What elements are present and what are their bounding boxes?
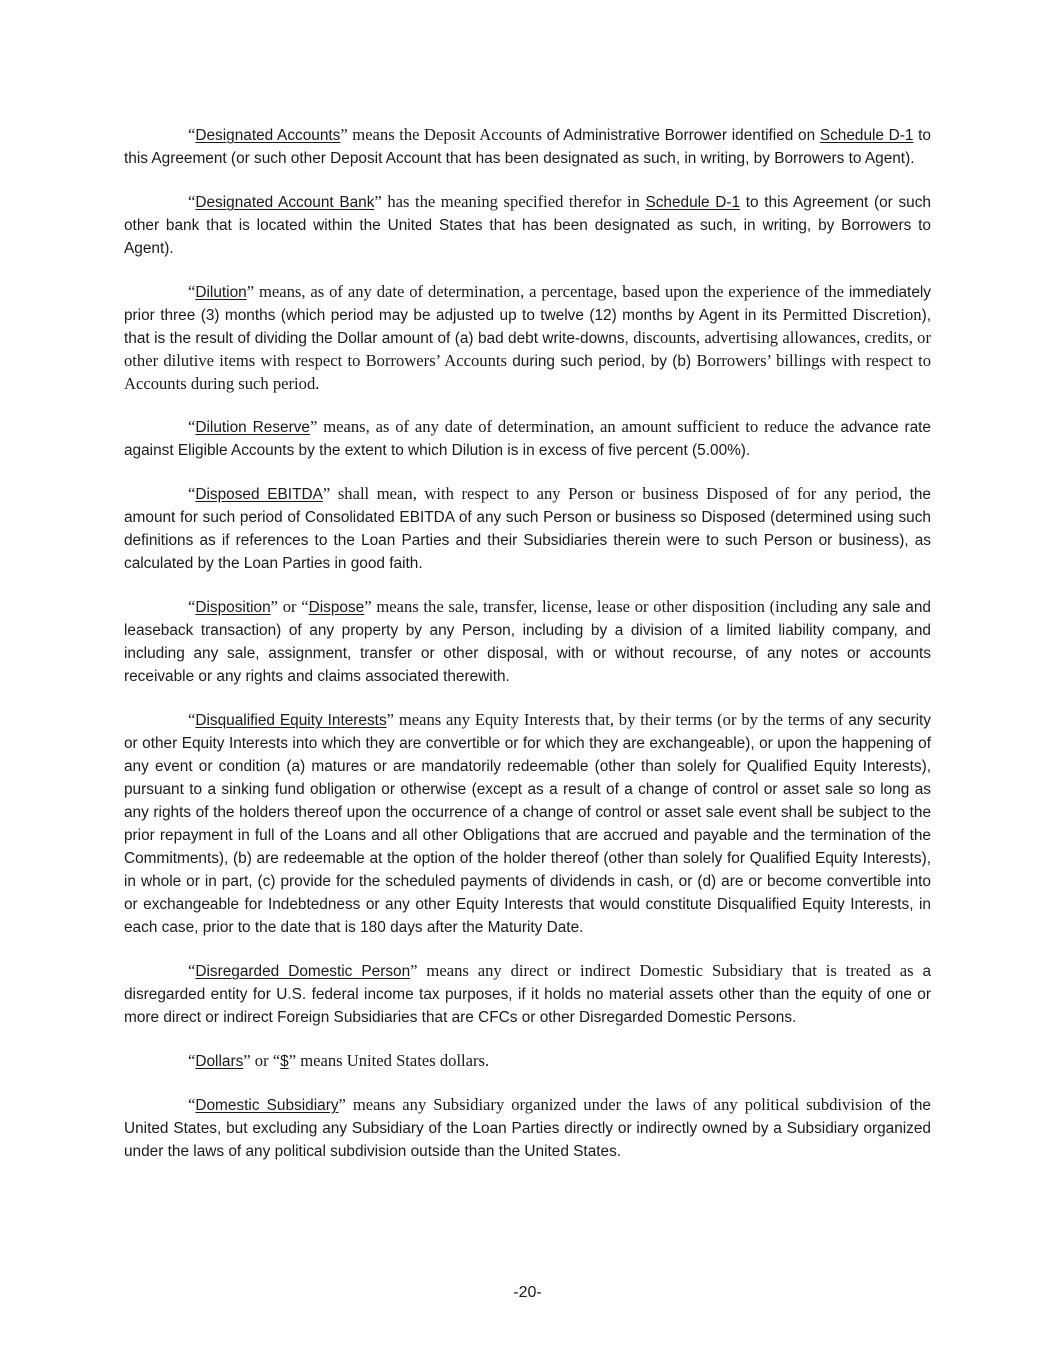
definition-text: ), that is the result of dividing the Dollar amount of (a) bad debt write-downs, [124,307,932,347]
definition-text: any security or other Equity Interests into which they are convertible or for which they are exchangeable), or upon the happening of any event or condition (a) matures or are mandatorily redeemable (other than solely for Qualified Equity Interests), pursuant to a sinking fund obligation or otherwise (except as a result of a change of control or asset sale so long as any rights of the holders thereof upon the occurrence of a change of control or asset sale event shall be subject to the prior repayment in full of the Loans and all other Obligations that are accrued and payable and the termination of the Commitments), (b) are redeemable at the option of the holder thereof (other than solely for Qualified Equity Interests), in whole or in part, (c) provide for the scheduled payments of dividends in cash, or (d) are or become convertible into or exchangeable for Indebtedness or any other Equity Interests that would constitute Disqualified Equity Interests, in each case, prior to the date that is 180 days after the Maturity Date. [124,712,931,936]
open-quote: “ [188,1051,196,1070]
open-quote: “ [188,282,196,301]
definition-text: ” has the meaning specified therefor in [374,192,646,211]
open-quote: “ [188,710,196,729]
definition-text: ” means United States dollars. [288,1051,490,1070]
definition-text: immediately prior three (3) months (which period may be adjusted up to twelve (12) months by Agent in its [124,284,931,324]
cross-reference: Schedule D-1 [819,127,914,144]
term-separator: ” or “ [243,1051,281,1070]
open-quote: “ [188,125,196,144]
definition-dilution [124,281,931,395]
document-page [124,124,931,1184]
open-quote: “ [188,597,196,616]
defined-term: Dispose [308,599,365,616]
definition-text: discounts, advertising allowances, credits, or other dilutive items with respect to Borrowers’ Accounts [124,328,931,370]
definition-text: advance rate against Eligible Accounts by the extent to which Dilution is in excess of five percent (5.00%). [124,419,931,459]
definition-designated-accounts [124,124,931,170]
defined-term: Dollars [195,1053,244,1070]
open-quote: “ [188,417,196,436]
definition-text: ” means, as of any date of determination, an amount sufficient to reduce the [310,417,841,436]
definition-disqualified-equity-interests [124,709,931,939]
defined-term: Dilution Reserve [195,419,310,436]
definition-text: of the United States, but excluding any Subsidiary of the Loan Parties directly or indirectly owned by a Subsidiary organized under the laws of any political subdivision outside than the United States. [124,1097,931,1160]
definition-dollars [124,1050,931,1073]
definition-text: Permitted Discretion [782,305,922,324]
definition-text: to this Agreement (or such other Deposit Account that has been designated as such, in writing, by Borrowers to Agent). [124,127,931,167]
defined-term: Disposed EBITDA [195,486,323,503]
definition-text: ” means any Subsidiary organized under the laws of any political subdivision [338,1095,890,1114]
open-quote: “ [188,1095,196,1114]
definition-disposition [124,596,931,688]
definition-text: of Administrative Borrower identified on [541,127,820,144]
page-number: -20- [513,1284,542,1301]
definition-dilution-reserve [124,416,931,462]
definition-text: ” means the sale, transfer, license, lease or other disposition (including [364,597,843,616]
defined-term: Designated Account Bank [195,194,375,211]
definition-disposed-ebitda [124,483,931,575]
definition-text: ” means any direct or indirect Domestic Subsidiary that is treated as [410,961,923,980]
defined-term: Domestic Subsidiary [195,1097,339,1114]
definition-designated-account-bank [124,191,931,260]
open-quote: “ [188,961,196,980]
defined-term: $ [280,1053,289,1070]
definition-disregarded-domestic-person [124,960,931,1029]
definition-text: any sale and leaseback transaction) of any property by any Person, including by a division of a limited liability company, and including any sale, assignment, transfer or other disposal, with or without recourse, of any notes or accounts receivable or any rights and claims associated therewith. [124,599,931,685]
defined-term: Disqualified Equity Interests [195,712,387,729]
defined-term: Disposition [195,599,271,616]
definition-text: a disregarded entity for U.S. federal income tax purposes, if it holds no material assets other than the equity of one or more direct or indirect Foreign Subsidiaries that are CFCs or other Disregarded Domestic Persons. [124,963,931,1026]
term-separator: ” or “ [270,597,309,616]
cross-reference: Schedule D-1 [645,194,741,211]
defined-term: Disregarded Domestic Person [195,963,411,980]
definition-text: ” means, as of any date of determination, a percentage, based upon the experience of the [246,282,849,301]
defined-term: Dilution [195,284,247,301]
definition-text: ” means the Deposit Accounts [340,125,542,144]
definition-domestic-subsidiary [124,1094,931,1163]
definition-text: ” shall mean, with respect to any Person or business Disposed of for any period, [322,484,910,503]
definition-text: ” means any Equity Interests that, by their terms (or by the terms of [386,710,849,729]
definition-text: Borrowers’ billings with respect to Accounts during such period. [124,351,932,393]
definition-text: during such period, by (b) [512,353,697,370]
definition-text: the amount for such period of Consolidated EBITDA of any such Person or business so Disposed (determined using such definitions as if references to the Loan Parties and their Subsidiaries therein were to such Person or business), as calculated by the Loan Parties in good faith. [124,486,931,572]
open-quote: “ [188,484,196,503]
definition-text: to this Agreement (or such other bank that is located within the United States that has been designated as such, in writing, by Borrowers to Agent). [124,194,931,257]
defined-term: Designated Accounts [195,127,341,144]
open-quote: “ [188,192,196,211]
